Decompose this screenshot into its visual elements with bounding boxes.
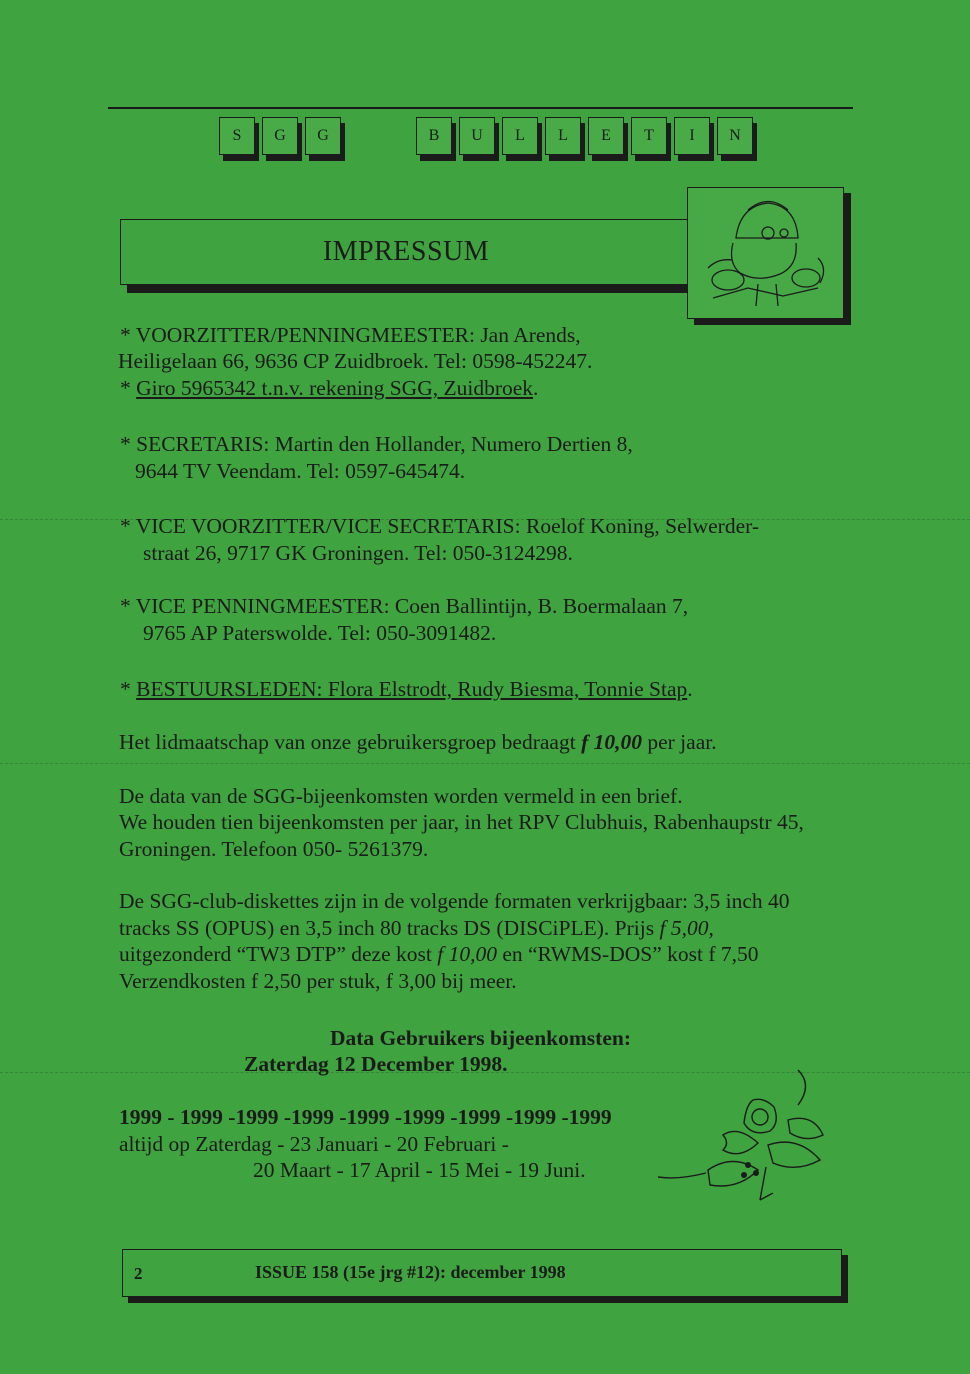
meetings-line-3: Groningen. Telefoon 050- 5261379. bbox=[119, 837, 429, 861]
robot-icon bbox=[688, 188, 843, 318]
chair-line-1: * VOORZITTER/PENNINGMEESTER: Jan Arends, bbox=[120, 323, 581, 347]
disks-line-2 bbox=[119, 914, 714, 942]
header-letter: L bbox=[502, 117, 538, 155]
secretary-line-2: 9644 TV Veendam. Tel: 0597-645474. bbox=[135, 459, 466, 483]
fold-line bbox=[0, 763, 970, 764]
vice-treasurer-line-1: * VICE PENNINGMEESTER: Coen Ballintijn, B. Boermalaan 7, bbox=[120, 594, 689, 618]
schedule-line-1: altijd op Zaterdag - 23 Januari - 20 Februari - bbox=[119, 1132, 509, 1156]
vice-treasurer-line-2: 9765 AP Paterswolde. Tel: 050-3091482. bbox=[143, 621, 497, 645]
page-number: 2 bbox=[134, 1264, 143, 1283]
membership-line bbox=[119, 728, 717, 756]
disks-price: f 10,00 bbox=[437, 942, 497, 966]
board-prefix: * bbox=[120, 677, 137, 701]
giro-line bbox=[120, 374, 538, 402]
board-line bbox=[120, 675, 693, 703]
header-bulletin-letters bbox=[416, 117, 753, 157]
issue-label: ISSUE 158 (15e jrg #12): december 1998 bbox=[255, 1262, 566, 1282]
board-suffix: . bbox=[687, 677, 693, 701]
giro-suffix: . bbox=[533, 376, 539, 400]
robot-illustration bbox=[687, 187, 844, 319]
header-letter: S bbox=[219, 117, 255, 155]
header-letter: G bbox=[305, 117, 341, 155]
meetings-line-2: We houden tien bijeenkomsten per jaar, in het RPV Clubhuis, Rabenhaupstr 45, bbox=[119, 810, 804, 834]
membership-text: Het lidmaatschap van onze gebruikersgroep bedraagt bbox=[119, 730, 582, 754]
header-letter: G bbox=[262, 117, 298, 155]
chair-line-2: Heiligelaan 66, 9636 CP Zuidbroek. Tel: 0598-452247. bbox=[118, 349, 593, 373]
page-title: IMPRESSUM bbox=[120, 219, 692, 285]
header-letter: L bbox=[545, 117, 581, 155]
disks-line-4: Verzendkosten f 2,50 per stuk, f 3,00 bij meer. bbox=[119, 969, 517, 993]
secretary-line-1: * SECRETARIS: Martin den Hollander, Numero Dertien 8, bbox=[120, 432, 633, 456]
schedule-date: Zaterdag 12 December 1998. bbox=[244, 1052, 508, 1076]
disks-line-3 bbox=[119, 940, 759, 968]
header-letter: I bbox=[674, 117, 710, 155]
schedule-heading: Data Gebruikers bijeenkomsten: bbox=[330, 1026, 631, 1050]
disks-text: tracks SS (OPUS) en 3,5 inch 80 tracks DS (DISCiPLE). Prijs bbox=[119, 916, 660, 940]
membership-suffix: per jaar. bbox=[641, 730, 717, 754]
christmas-ornament-icon bbox=[648, 1065, 838, 1215]
header-letter: E bbox=[588, 117, 624, 155]
disks-price: f 5,00, bbox=[659, 916, 714, 940]
schedule-line-2: 20 Maart - 17 April - 15 Mei - 19 Juni. bbox=[253, 1158, 586, 1182]
header-letter: B bbox=[416, 117, 452, 155]
vice-chair-line-2: straat 26, 9717 GK Groningen. Tel: 050-3124298. bbox=[143, 541, 573, 565]
meetings-line-1: De data van de SGG-bijeenkomsten worden vermeld in een brief. bbox=[119, 784, 683, 808]
membership-amount: f 10,00 bbox=[581, 730, 642, 754]
vice-chair-line-1: * VICE VOORZITTER/VICE SECRETARIS: Roelof Koning, Selwerder- bbox=[120, 514, 760, 538]
header-rule bbox=[108, 107, 853, 109]
schedule-years: 1999 - 1999 -1999 -1999 -1999 -1999 -1999 -1999 -1999 bbox=[119, 1105, 612, 1129]
header-sgg-letters bbox=[219, 117, 341, 157]
disks-text: en “RWMS-DOS” kost f 7,50 bbox=[496, 942, 759, 966]
header-letter: T bbox=[631, 117, 667, 155]
disks-text: uitgezonderd “TW3 DTP” deze kost bbox=[119, 942, 438, 966]
giro-link: Giro 5965342 t.n.v. rekening SGG, Zuidbroek bbox=[136, 376, 534, 400]
header-letter: N bbox=[717, 117, 753, 155]
header-letter: U bbox=[459, 117, 495, 155]
giro-prefix: * bbox=[120, 376, 137, 400]
disks-line-1: De SGG-club-diskettes zijn in de volgende formaten verkrijgbaar: 3,5 inch 40 bbox=[119, 889, 790, 913]
board-link: BESTUURSLEDEN: Flora Elstrodt, Rudy Biesma, Tonnie Stap bbox=[136, 677, 688, 701]
